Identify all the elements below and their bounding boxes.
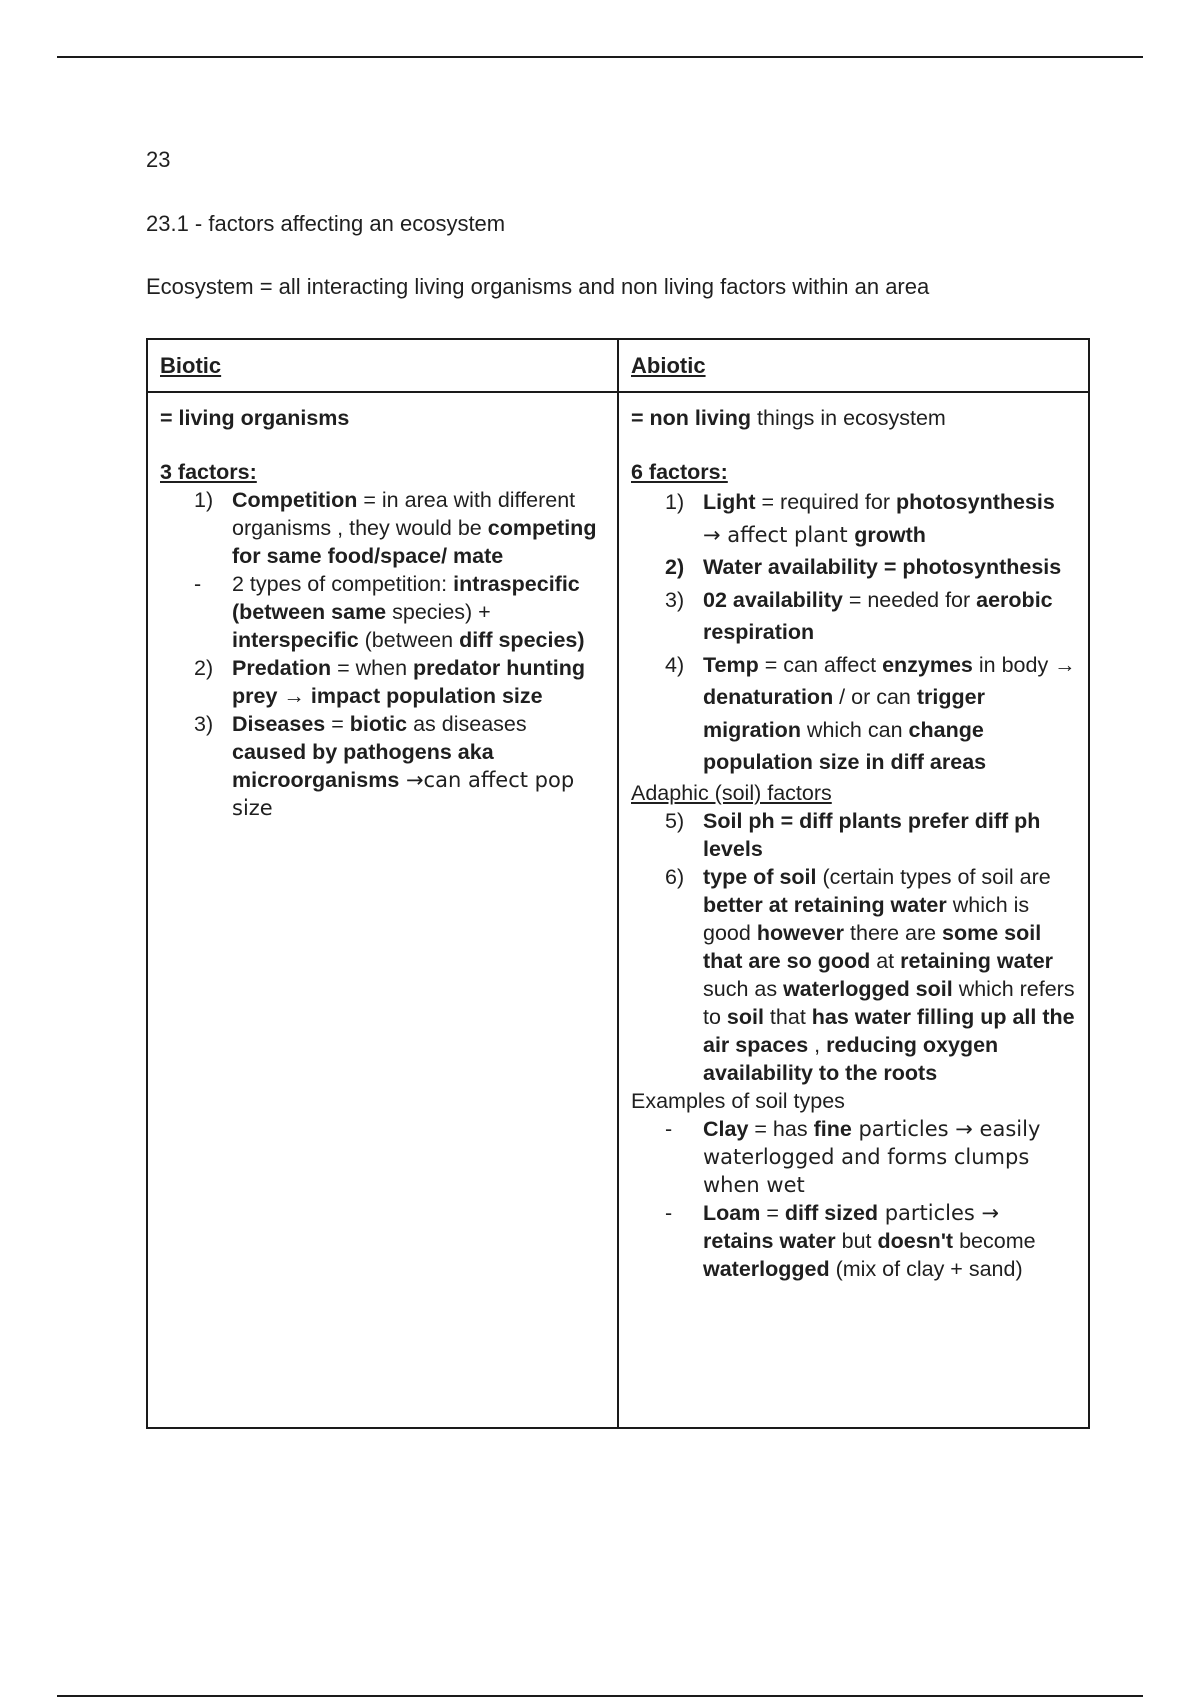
section-title: 23.1 - factors affecting an ecosystem <box>146 211 506 236</box>
abiotic-cell <box>618 392 1089 1428</box>
abiotic-intro: = non living things in ecosystem <box>631 406 946 430</box>
list-item: - 2 types of competition: intraspecific (between same species) + interspecific (between diff species) <box>194 572 585 652</box>
list-item: 2) Water availability = photosynthesis <box>665 555 1062 579</box>
soil-type-list <box>631 1115 1076 1283</box>
list-item: - Loam = diff sized particles → retains water but doesn't become waterlogged (mix of clay + sand) <box>665 1200 1036 1281</box>
abiotic-header: Abiotic <box>618 339 1089 392</box>
biotic-cell <box>147 392 618 1428</box>
list-item: - Clay = has fine particles → easily waterlogged and forms clumps when wet <box>665 1116 1041 1197</box>
table-body-row <box>147 392 1089 1428</box>
list-item: 1) Light = required for photosynthesis → affect plant growth <box>665 490 1055 547</box>
list-item: 3) 02 availability = needed for aerobic respiration <box>665 587 1053 644</box>
list-item: 2) Predation = when predator hunting prey → impact population size <box>194 656 586 708</box>
list-item: 4) Temp = can affect enzymes in body → denaturation / or can trigger migration which can change population size in diff areas <box>665 652 1076 774</box>
list-item: 6) type of soil (certain types of soil are better at retaining water which is good however there are some soil that are so good at retaining water such as waterlogged soil which refers to soil that has water filling up all the air spaces , reducing oxygen availability to the roots <box>665 864 1075 1085</box>
list-item: 3) Diseases = biotic as diseases caused by pathogens aka microorganisms →can affect pop size <box>194 712 575 820</box>
abiotic-factors-heading: 6 factors: <box>631 460 728 484</box>
abiotic-factor-list <box>631 486 1076 779</box>
biotic-header: Biotic <box>147 339 618 392</box>
top-divider <box>57 56 1143 58</box>
list-item: 1) Competition = in area with different organisms , they would be competing for same food/space/ mate <box>194 488 597 568</box>
biotic-factors-heading: 3 factors: <box>160 460 257 484</box>
adaphic-heading: Adaphic (soil) factors <box>631 780 832 805</box>
page-number: 23 <box>146 147 171 172</box>
biotic-intro: = living organisms <box>160 406 350 430</box>
bottom-divider <box>57 1695 1143 1697</box>
biotic-factor-list <box>160 486 605 822</box>
factors-table <box>146 338 1090 1429</box>
ecosystem-definition: Ecosystem = all interacting living organisms and non living factors within an area <box>146 274 930 299</box>
list-item: 5) Soil ph = diff plants prefer diff ph levels <box>665 808 1041 861</box>
table-header-row <box>147 339 1089 392</box>
soil-factor-list <box>631 807 1076 1087</box>
examples-heading: Examples of soil types <box>631 1088 845 1113</box>
